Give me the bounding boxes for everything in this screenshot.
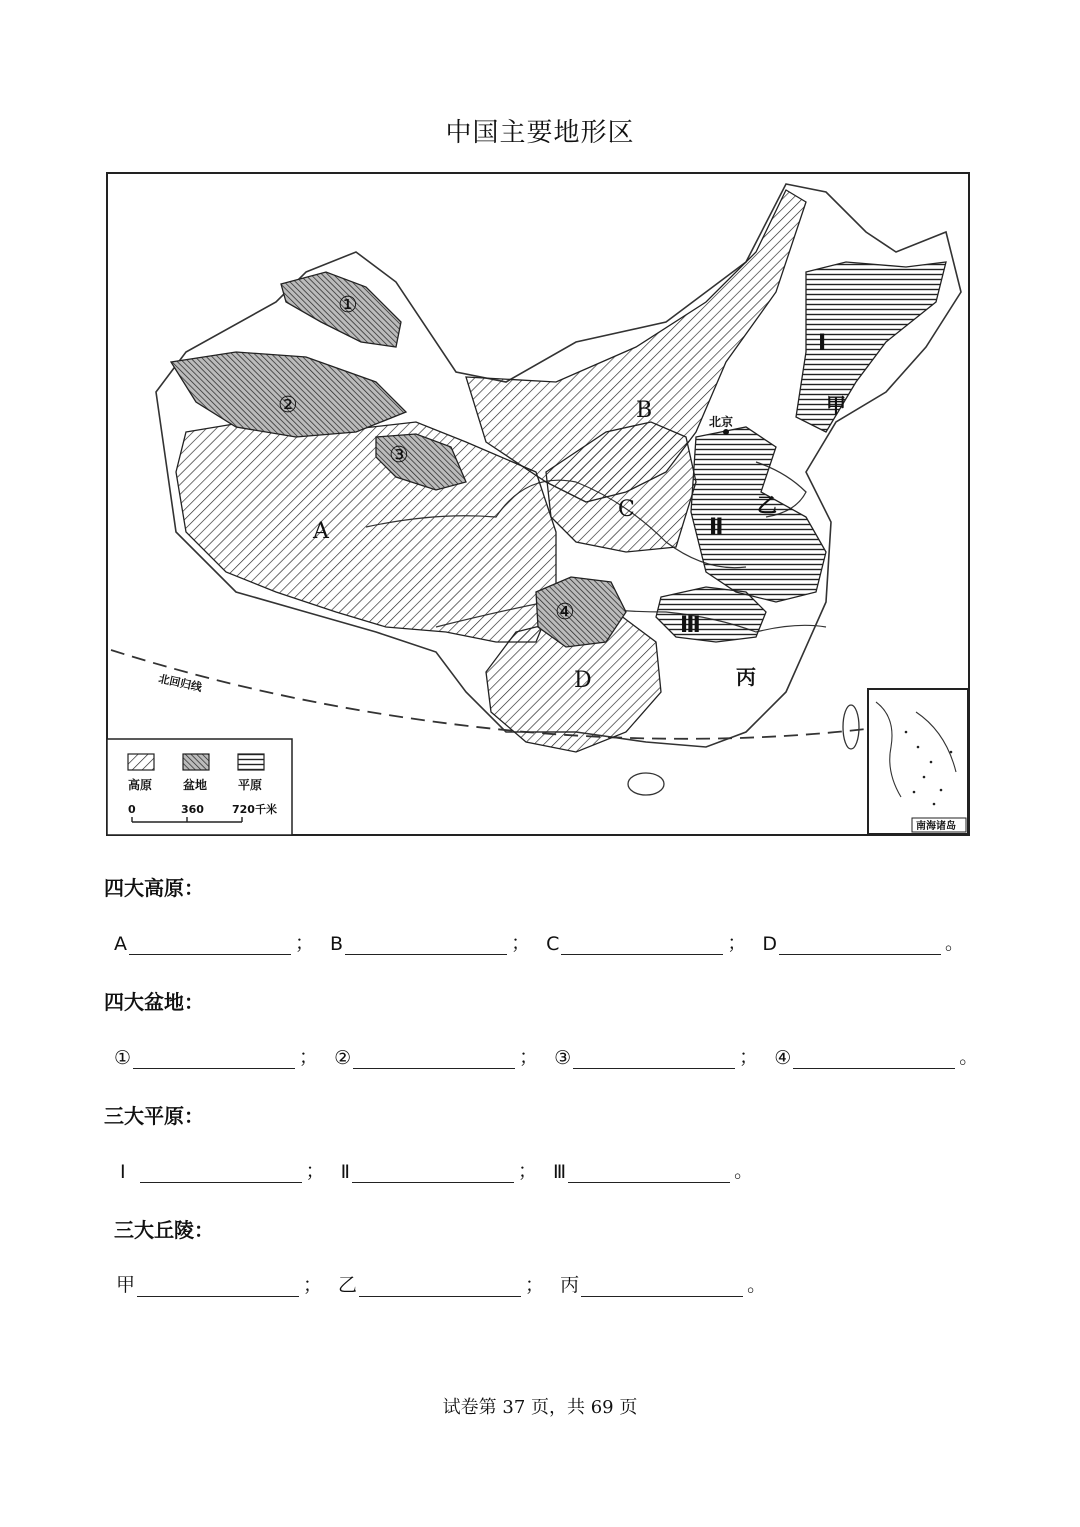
legend (107, 739, 292, 835)
answer-blank-plateau-c[interactable] (561, 932, 723, 955)
legend-plateau: 高原 (128, 778, 153, 792)
item-label: C (546, 933, 560, 955)
separator: ； (739, 1046, 759, 1068)
label-hill-3: 丙 (736, 665, 756, 689)
label-plateau-c: C (618, 497, 635, 522)
heading-basins: 四大盆地： (104, 990, 204, 1014)
item-label: Ⅲ (553, 1161, 567, 1183)
separator: ； (305, 1160, 325, 1182)
label-basin-2: ② (278, 393, 298, 418)
label-hill-2: 乙 (757, 493, 777, 517)
answer-row-plateaus (114, 928, 964, 955)
item-label: D (762, 933, 778, 955)
item-label: ④ (774, 1047, 792, 1069)
item-label: 丙 (560, 1274, 580, 1296)
separator: 。 (747, 1274, 767, 1296)
item-label: 甲 (116, 1274, 136, 1296)
label-basin-3: ③ (389, 443, 409, 468)
heading-plains: 三大平原： (104, 1104, 204, 1128)
label-basin-4: ④ (555, 600, 575, 625)
china-terrain-map (106, 172, 970, 836)
separator: ； (519, 1046, 539, 1068)
answer-blank-hill-2[interactable] (359, 1274, 521, 1297)
inset-label: 南海诸岛 (916, 821, 956, 832)
answer-blank-plain-2[interactable] (352, 1160, 514, 1183)
answer-blank-plateau-b[interactable] (345, 932, 507, 955)
heading-hills: 三大丘陵： (114, 1218, 214, 1242)
answer-blank-hill-3[interactable] (581, 1274, 743, 1297)
answer-blank-plateau-a[interactable] (129, 932, 291, 955)
answer-blank-plain-3[interactable] (568, 1160, 730, 1183)
city-beijing: 北京 (709, 415, 734, 429)
answer-blank-plain-1[interactable] (140, 1160, 302, 1183)
inset-south-china-sea (868, 689, 968, 834)
answer-blank-basin-3[interactable] (573, 1046, 735, 1069)
separator: ； (299, 1046, 319, 1068)
heading-plateaus: 四大高原： (104, 876, 204, 900)
separator: ； (525, 1274, 545, 1296)
label-basin-1: ① (338, 293, 358, 318)
answer-row-hills (116, 1270, 766, 1297)
tropic-label: 北回归线 (157, 672, 204, 695)
page-footer: 试卷第 37 页，共 69 页 (442, 1397, 638, 1418)
answer-blank-hill-1[interactable] (137, 1274, 299, 1297)
scale-tick-0: 0 (128, 803, 136, 816)
separator: 。 (959, 1046, 979, 1068)
scale-tick-360: 360 (181, 803, 204, 816)
legend-basin: 盆地 (183, 778, 208, 792)
label-plain-1: Ⅰ (818, 331, 827, 356)
label-plateau-b: B (636, 398, 653, 423)
separator: ； (303, 1274, 323, 1296)
plain-3-middle-lower-yangtze (656, 587, 766, 642)
separator: ； (511, 932, 531, 954)
page-title: 中国主要地形区 (445, 118, 635, 148)
answer-row-plains (120, 1156, 753, 1183)
label-plain-2: Ⅱ (709, 515, 724, 540)
answer-blank-basin-1[interactable] (133, 1046, 295, 1069)
item-label: B (330, 933, 344, 955)
item-label: A (114, 933, 127, 955)
answer-blank-plateau-d[interactable] (779, 932, 941, 955)
answer-blank-basin-4[interactable] (793, 1046, 955, 1069)
item-label: ② (334, 1047, 352, 1069)
separator: ； (295, 932, 315, 954)
separator: 。 (734, 1160, 754, 1182)
separator: ； (517, 1160, 537, 1182)
item-label: ① (114, 1047, 132, 1069)
answer-blank-basin-2[interactable] (353, 1046, 515, 1069)
separator: ； (727, 932, 747, 954)
label-plain-3: Ⅲ (680, 613, 701, 638)
item-label: 乙 (338, 1274, 358, 1296)
label-plateau-d: D (574, 668, 592, 693)
separator: 。 (945, 932, 965, 954)
item-label: Ⅱ (340, 1161, 350, 1183)
item-label: Ⅰ (120, 1161, 126, 1183)
legend-plain: 平原 (238, 778, 263, 792)
item-label: ③ (554, 1047, 572, 1069)
scale-tick-720: 720千米 (232, 803, 277, 816)
label-plateau-a: A (313, 519, 329, 544)
answer-row-basins (114, 1042, 978, 1069)
beijing-dot (723, 429, 729, 435)
label-hill-1: 甲 (826, 393, 846, 417)
